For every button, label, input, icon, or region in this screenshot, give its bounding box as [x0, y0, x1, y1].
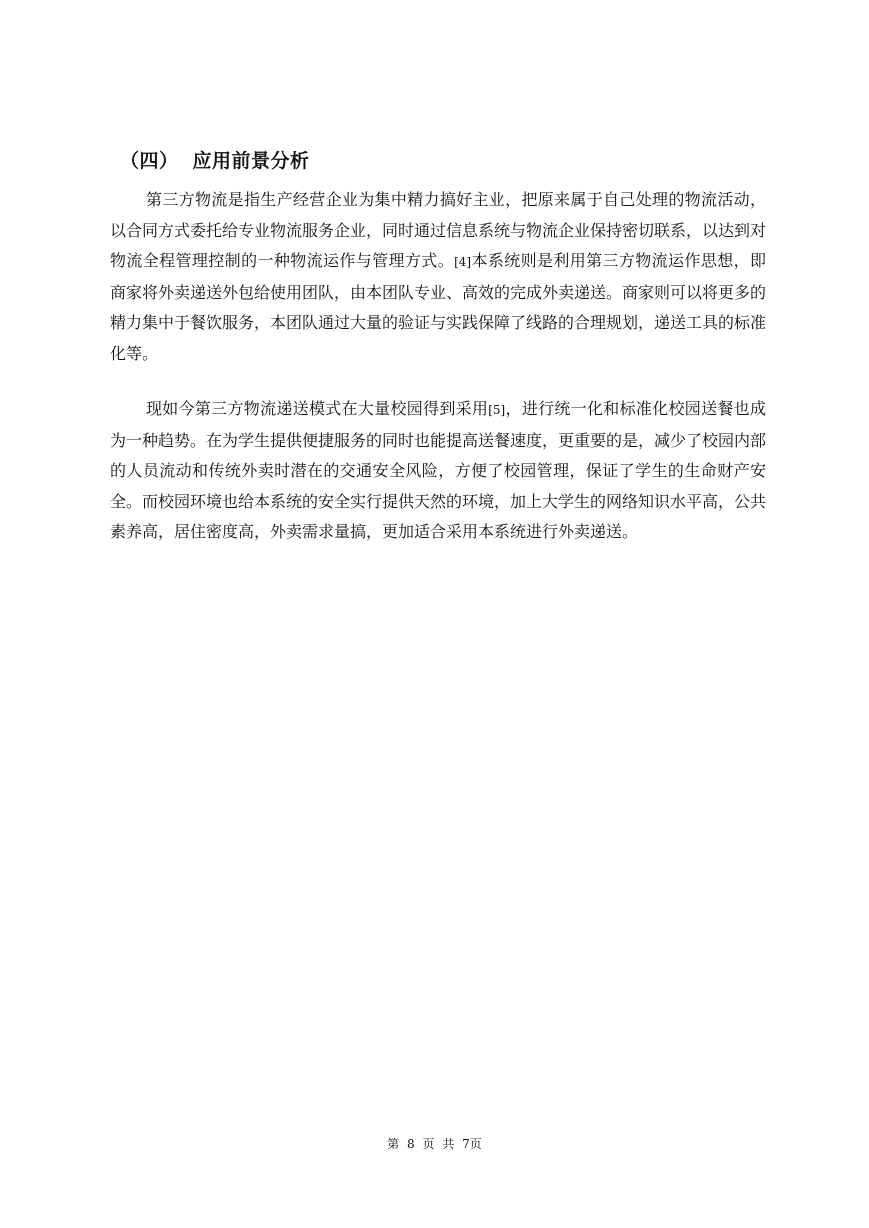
footer-total-word: 共 — [442, 1137, 455, 1151]
paragraph-text: 第三方物流是指生产经营企业为集中精力搞好主业，把原来属于自己处理的物流活动，以合同方式委托给专业物流服务企业，同时通过信息系统与物流企业保持密切联系，以达到对物流全程管理控制的一种物流运作与管理方式。 — [110, 190, 767, 270]
citation-ref-4: [4] — [454, 255, 472, 269]
paragraph-text: ，进行统一化和标准化校园送餐也成为一种趋势。在为学生提供便捷服务的同时也能提高送餐速度，更重要的是，减少了校园内部的人员流动和传统外卖时潜在的交通安全风险，方便了校园管理，保证了学生的生命财产安全。而校园环境也给本系统的安全实行提供天然的环境，加上大学生的网络知识水平高，公共素养高，居住密度高，外卖需求量搞，更加适合采用本系统进行外卖递送。 — [110, 399, 767, 541]
section-heading — [120, 148, 310, 174]
paragraph-third-party-logistics — [110, 185, 766, 369]
footer-prefix: 第 — [387, 1137, 400, 1151]
page-footer — [0, 1136, 869, 1152]
section-number: （四） — [120, 150, 179, 172]
section-title: 应用前景分析 — [192, 150, 310, 172]
paragraph-text: 本系统则是利用第三方物流运作思想，即商家将外卖递送外包给使用团队，由本团队专业、高效的完成外卖递送。商家则可以将更多的精力集中于餐饮服务，本团队通过大量的验证与实践保障了线路的合理规划，递送工具的标准化等。 — [110, 251, 767, 363]
footer-page-word: 页 — [422, 1137, 435, 1151]
paragraph-campus-delivery — [110, 394, 766, 548]
footer-current-page: 8 — [407, 1137, 415, 1151]
footer-total-pages: 7页 — [462, 1137, 482, 1151]
citation-ref-5: [5] — [488, 403, 506, 417]
paragraph-text: 现如今第三方物流递送模式在大量校园得到采用 — [146, 399, 489, 418]
